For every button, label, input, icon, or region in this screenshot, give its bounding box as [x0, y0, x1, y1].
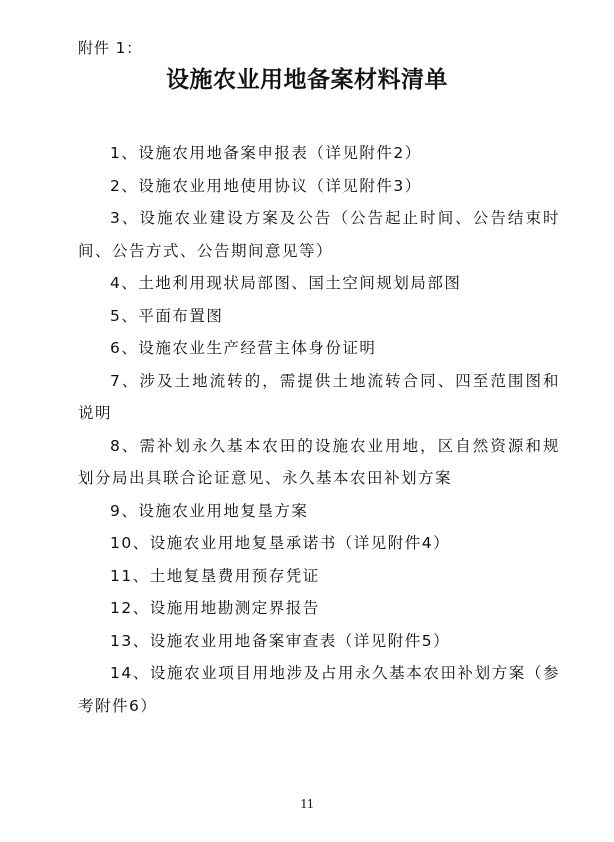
list-item: 3、设施农业建设方案及公告（公告起止时间、公告结束时间、公告方式、公告期间意见等） — [78, 209, 560, 260]
list-item: 6、设施农业生产经营主体身份证明 — [110, 339, 377, 357]
list-item: 12、设施用地勘测定界报告 — [110, 599, 320, 617]
list-item: 13、设施农业用地备案审查表（详见附件5） — [110, 631, 451, 650]
list-item: 14、设施农业项目用地涉及占用永久基本农田补划方案（参考附件6） — [78, 664, 560, 715]
page-number: 11 — [300, 797, 314, 812]
list-item: 8、需补划永久基本农田的设施农业用地，区自然资源和规划分局出具联合论证意见、永久基本农田补划方案 — [78, 436, 560, 487]
list-item: 11、土地复垦费用预存凭证 — [110, 566, 320, 585]
annex-label: 附件 1： — [78, 39, 143, 57]
material-list — [78, 137, 560, 722]
list-item: 5、平面布置图 — [110, 306, 224, 325]
list-item: 1、设施农用地备案申报表（详见附件2） — [110, 144, 422, 162]
list-item: 9、设施农业用地复垦方案 — [110, 501, 309, 520]
document-title: 设施农业用地备案材料清单 — [166, 67, 448, 93]
list-item: 7、涉及土地流转的，需提供土地流转合同、四至范围图和说明 — [78, 371, 560, 422]
list-item: 2、设施农业用地使用协议（详见附件3） — [110, 176, 422, 195]
list-item: 10、设施农业用地复垦承诺书（详见附件4） — [110, 534, 451, 552]
list-item: 4、土地利用现状局部图、国土空间规划局部图 — [110, 274, 462, 292]
